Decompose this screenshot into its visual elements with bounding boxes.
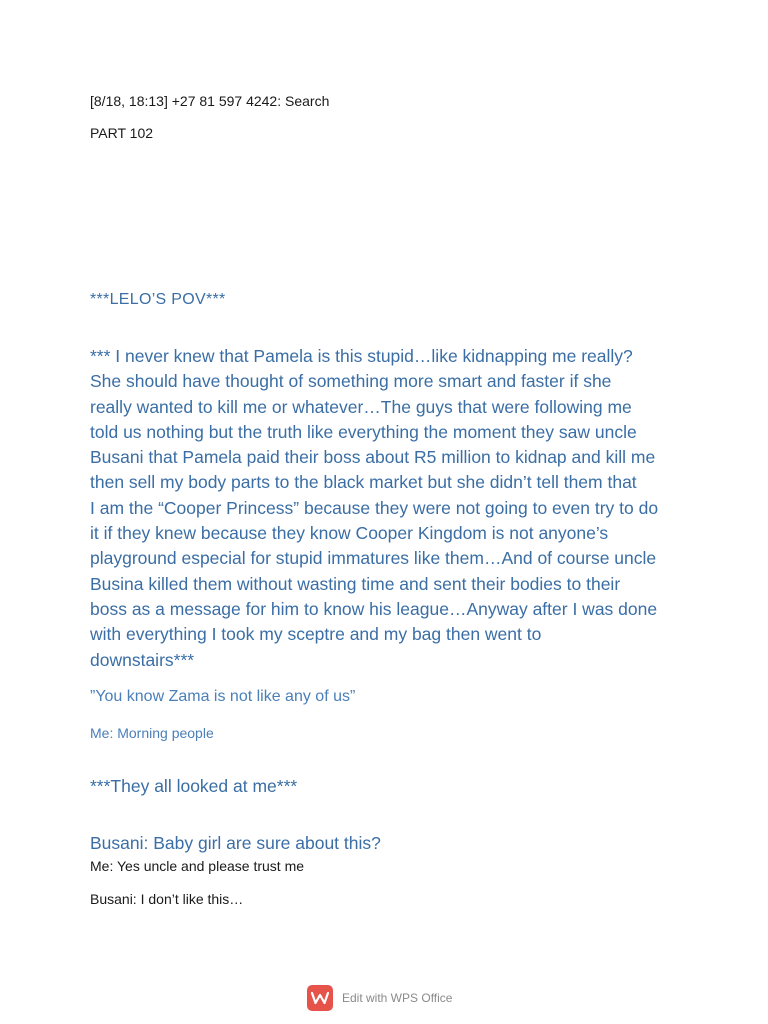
dialogue-me-morning: Me: Morning people <box>90 725 214 741</box>
paragraph-line: *** I never knew that Pamela is this stupid…like kidnapping me really? <box>90 346 633 366</box>
paragraph-line: I am the “Cooper Princess” because they were not going to even try to do <box>90 497 659 518</box>
paragraph-line: downstairs*** <box>90 649 195 670</box>
paragraph-line: playground especial for stupid immatures like them…And of course uncle <box>90 548 657 569</box>
paragraph-line: Busani that Pamela paid their boss about R5 million to kidnap and kill me <box>90 447 656 468</box>
paragraph-line: Busina killed them without wasting time and sent their bodies to their <box>90 573 621 594</box>
wps-edit-link[interactable] <box>307 985 452 1011</box>
message-header: [8/18, 18:13] +27 81 597 4242: Search <box>90 93 330 109</box>
paragraph-line: boss as a message for him to know his league…Anyway after I was done <box>90 598 658 619</box>
story-paragraph <box>90 344 690 673</box>
wps-office-logo-icon <box>307 985 333 1011</box>
quote-line: ”You know Zama is not like any of us” <box>90 688 356 705</box>
paragraph-line: She should have thought of something more smart and faster if she <box>90 371 612 392</box>
part-title: PART 102 <box>90 125 154 141</box>
paragraph-line: with everything I took my sceptre and my bag then went to <box>90 624 542 645</box>
paragraph-line: really wanted to kill me or whatever…The guys that were following me <box>90 396 632 417</box>
wps-edit-label: Edit with WPS Office <box>342 991 453 1005</box>
paragraph-line: it if they knew because they know Cooper Kingdom is not anyone’s <box>90 523 609 544</box>
dialogue-busani-2: Busani: I don’t like this… <box>90 891 244 907</box>
paragraph-line: then sell my body parts to the black market but she didn’t tell them that <box>90 472 637 493</box>
dialogue-me-2: Me: Yes uncle and please trust me <box>90 858 305 874</box>
narration-looked: ***They all looked at me*** <box>90 776 298 796</box>
paragraph-line: told us nothing but the truth like everything the moment they saw uncle <box>90 421 637 442</box>
pov-heading: ***LELO’S POV*** <box>90 291 226 308</box>
dialogue-busani-1: Busani: Baby girl are sure about this? <box>90 833 381 853</box>
